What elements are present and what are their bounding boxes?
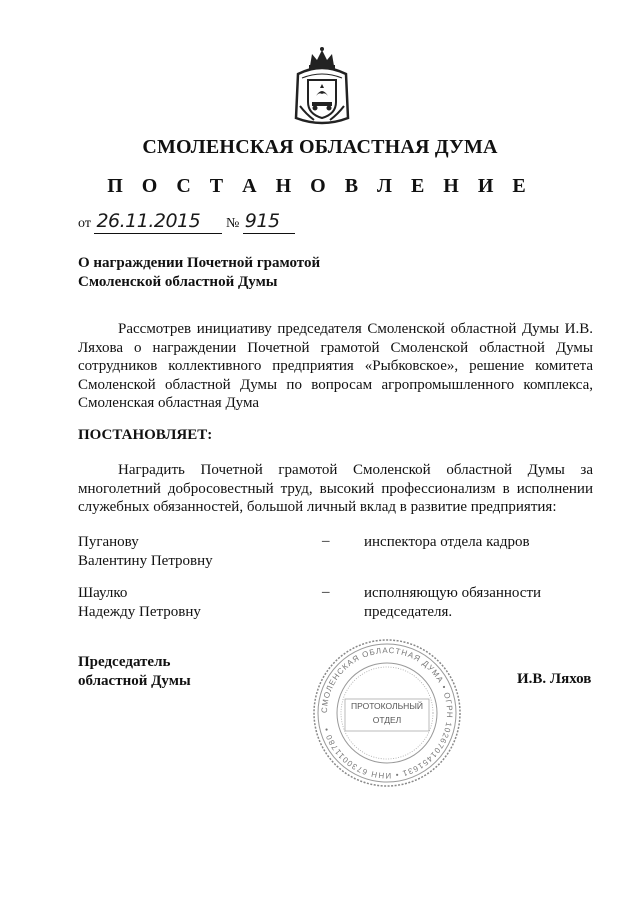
awardee-1-surname: Пуганову — [78, 534, 139, 550]
awardee-2-role-line-2: председателя. — [364, 604, 453, 620]
subject-block — [78, 254, 320, 292]
number-prefix: № — [225, 216, 240, 231]
award-text: Наградить Почетной грамотой Смоленской областной Думы за многолетний добросовестный труд, высокий профессионализм в исполнении служебных обязанностей, большой личный вклад в развитие предприятия: — [78, 462, 593, 515]
preamble-text: Рассмотрев инициативу председателя Смоленской областной Думы И.В. Ляхова о награждении Почетной грамотой Смоленской областной Думы сотрудников коллективного предприятия «Рыбковское», решение комитета Смоленской областной Думы по вопросам агропромышленного комплекса, Смоленская областная Дума — [78, 321, 593, 411]
signatory-title-line-1: Председатель — [78, 654, 171, 670]
subject-line-2: Смоленской областной Думы — [78, 274, 278, 290]
official-seal — [311, 637, 463, 789]
signatory-title — [78, 653, 191, 691]
coat-of-arms-emblem — [292, 44, 352, 128]
award-paragraph — [78, 461, 593, 517]
signatory-name: И.В. Ляхов — [517, 671, 592, 687]
awardee-2-surname: Шаулко — [78, 585, 128, 601]
awardee-1-dash: – — [322, 533, 330, 549]
awardee-2-given-names: Надежду Петровну — [78, 604, 201, 620]
date-number-line — [78, 212, 295, 234]
signatory-title-line-2: областной Думы — [78, 673, 191, 689]
awardee-1-name — [78, 533, 213, 571]
awardee-2-role — [364, 584, 541, 622]
organization-heading: СМОЛЕНСКАЯ ОБЛАСТНАЯ ДУМА — [142, 136, 498, 158]
awardee-1-role — [364, 533, 530, 552]
preamble-paragraph — [78, 320, 593, 413]
date-prefix: от — [78, 216, 91, 231]
awardee-2-dash: – — [322, 584, 330, 600]
handwritten-number: 915 — [244, 210, 280, 232]
awardee-2-role-line-1: исполняющую обязанности — [364, 585, 542, 601]
seal-center — [345, 699, 429, 727]
subject-line-1: О награждении Почетной грамотой — [78, 255, 321, 271]
handwritten-date: 26.11.2015 — [96, 210, 201, 232]
seal-center-line-1: ПРОТОКОЛЬНЫЙ — [351, 701, 423, 711]
seal-center-line-2: ОТДЕЛ — [372, 715, 402, 725]
resolves-heading: ПОСТАНОВЛЯЕТ: — [78, 427, 213, 443]
document-type-heading: П О С Т А Н О В Л Е Н И Е — [107, 175, 533, 197]
awardee-1-given-names: Валентину Петровну — [78, 553, 213, 569]
awardee-1-role-line-1: инспектора отдела кадров — [364, 534, 530, 550]
awardee-2-name — [78, 584, 201, 622]
seal-ring-text: СМОЛЕНСКАЯ ОБЛАСТНАЯ ДУМА • ОГРН 1026701451631 • ИНН 6730011780 • — [319, 645, 455, 781]
